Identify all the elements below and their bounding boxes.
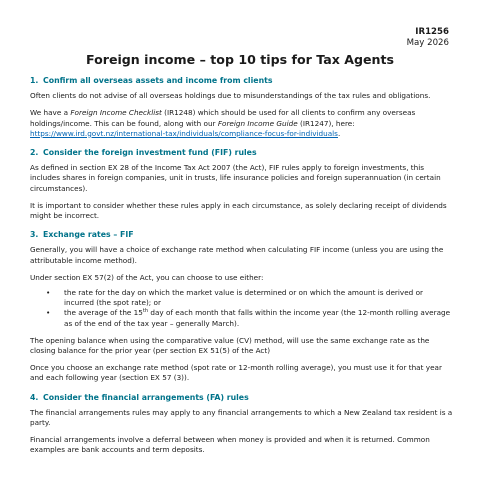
section-number: 3. — [30, 230, 39, 240]
section-4-para-1: The financial arrangements rules may apply to any financial arrangements to which a New Zealand tax resident is a party. — [30, 407, 453, 428]
text-run: (IR1247), here: — [297, 118, 355, 128]
text-run: . — [337, 128, 341, 138]
section-3-para-2: Under section EX 57(2) of the Act, you can choose to use either: — [30, 272, 264, 282]
section-4-heading — [30, 393, 454, 403]
list-item — [30, 308, 454, 328]
section-4-para-2: Financial arrangements involve a deferral between when money is provided and when it is returned. Common examples are bank accounts and term deposits. — [30, 435, 430, 455]
section-3-para-1: Generally, you will have a choice of exchange rate method when calculating FIF income (unless you are using the attributable income method). — [30, 245, 444, 265]
list-item — [30, 288, 454, 308]
text-run: We have a — [30, 108, 71, 118]
compliance-focus-link[interactable]: https://www.ird.govt.nz/international-tax/individuals/compliance-focus-for-individuals — [30, 128, 338, 138]
section-1-para-1: Often clients do not advise of all overseas holdings due to misunderstandings of the tax rules and obligations. — [30, 91, 431, 101]
section-heading-text: Confirm all overseas assets and income from clients — [43, 76, 273, 85]
list-item-text: the rate for the day on which the market value is determined or on which the amount is derived or incurred (the spot rate); or — [64, 288, 423, 308]
document-id-block — [407, 27, 449, 49]
list-item-text: day of each month that falls within the income year (the 12-month rolling average as of the end of the tax year – generally March). — [64, 308, 451, 328]
document-body — [30, 76, 454, 456]
section-heading-text: Consider the financial arrangements (FA) rules — [43, 392, 249, 402]
section-heading-text: Exchange rates – FIF — [43, 230, 134, 240]
section-1-heading — [30, 76, 454, 86]
section-3-para-4: Once you choose an exchange rate method (spot rate or 12-month rolling average), you must use it for that year and each following year (section EX 57 (3)). — [30, 363, 442, 383]
section-3-heading — [30, 230, 454, 240]
section-number: 4. — [30, 392, 39, 402]
section-number: 1. — [30, 76, 39, 85]
section-2-para-1: As defined in section EX 28 of the Income Tax Act 2007 (the Act), FIF rules apply to foreign investments, this includes shares in foreign companies, unit in trusts, life insurance policies and foreign superannuation (in certain circumstances). — [30, 163, 441, 193]
page-title: Foreign income – top 10 tips for Tax Agents — [85, 52, 394, 67]
section-heading-text: Consider the foreign investment fund (FIF) rules — [43, 148, 257, 158]
section-number: 2. — [30, 148, 39, 158]
document-date: May 2026 — [406, 38, 449, 48]
ordinal-suffix: th — [142, 308, 149, 315]
checklist-title: Foreign Income Checklist — [70, 108, 162, 118]
section-2-para-2: It is important to consider whether these rules apply in each circumstance, as solely declaring receipt of dividends might be incorrect. — [30, 200, 447, 221]
document-code: IR1256 — [415, 27, 449, 37]
guide-title: Foreign Income Guide — [217, 118, 298, 128]
section-3-para-3: The opening balance when using the comparative value (CV) method, will use the same exchange rate as the closing balance for the prior year (per section EX 51(5) of the Act) — [30, 335, 430, 356]
section-1-para-2 — [30, 108, 454, 139]
list-item-text: the average of the 15 — [64, 308, 143, 318]
text-run: (IR1248) which should be used for all clients to confirm any overseas holdings/income. This can be found, along with our — [30, 108, 416, 128]
bullet-icon: • — [46, 288, 51, 298]
exchange-rate-options-list — [30, 288, 454, 329]
bullet-icon: • — [46, 308, 51, 318]
section-2-heading — [30, 148, 454, 158]
